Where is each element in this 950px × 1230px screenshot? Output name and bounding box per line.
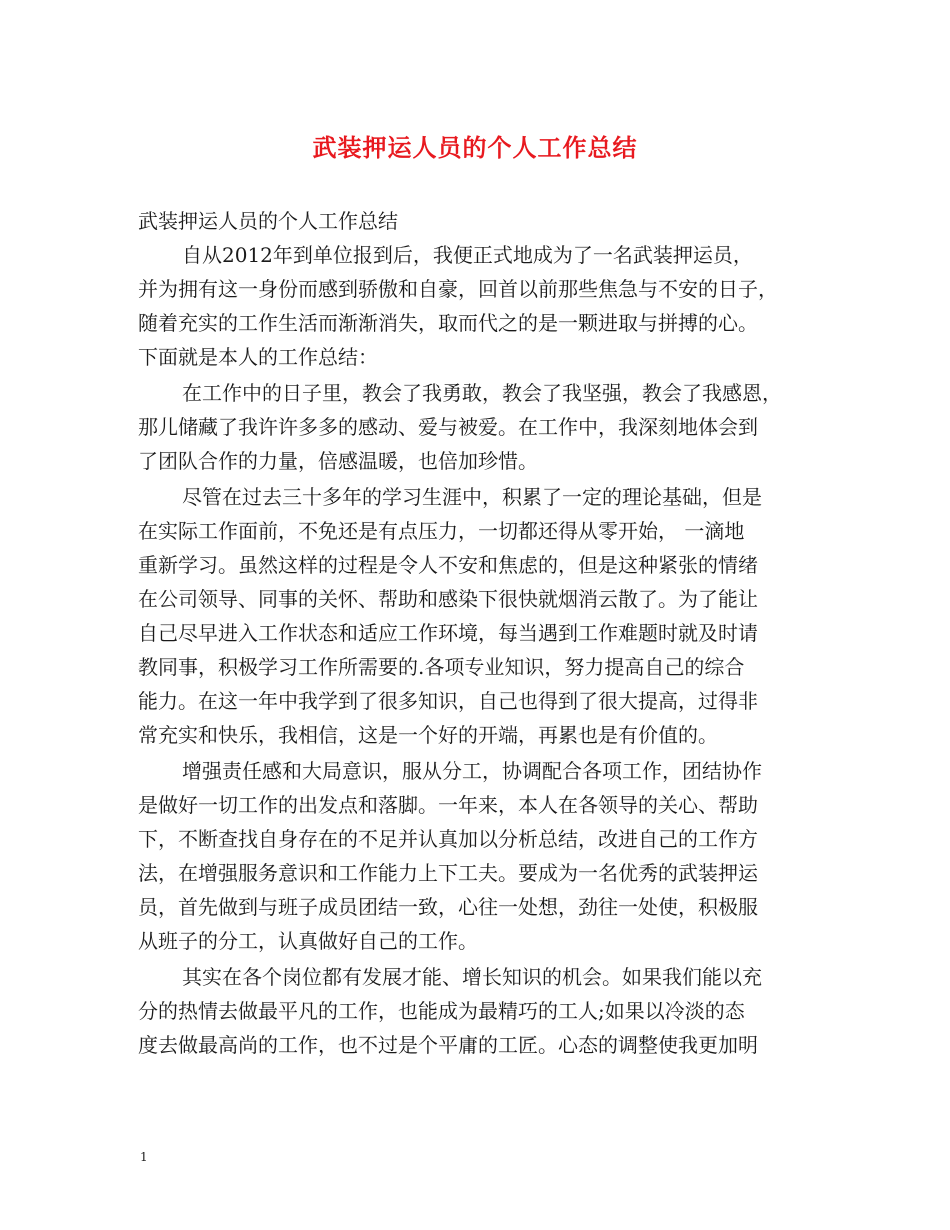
text-line: 随着充实的工作生活而渐渐消失，取而代之的是一颗进取与拼搏的心。 (138, 311, 758, 335)
text-line: 在公司领导、同事的关怀、帮助和感染下很快就烟消云散了。为了能让 (138, 587, 758, 611)
paragraph-2 (138, 376, 818, 478)
text-line: 分的热情去做最平凡的工作，也能成为最精巧的工人;如果以冷淡的态 (138, 999, 745, 1023)
document-title: 武装押运人员的个人工作总结 (312, 133, 638, 162)
text-line: 其实在各个岗位都有发展才能、增长知识的机会。如果我们能以充 (182, 965, 762, 989)
text-line: 重新学习。虽然这样的过程是令人不安和焦虑的，但是这种紧张的情绪 (138, 553, 758, 577)
text-line: 那儿储藏了我许许多多的感动、爱与被爱。在工作中，我深刻地体会到 (138, 415, 758, 439)
text-line: 法，在增强服务意识和工作能力上下工夫。要成为一名优秀的武装押运 (138, 861, 758, 885)
text-line: 教同事，积极学习工作所需要的.各项专业知识，努力提高自己的综合 (138, 655, 745, 679)
text-line: 下，不断查找自身存在的不足并认真加以分析总结，改进自己的工作方 (138, 827, 758, 851)
paragraph-4 (138, 754, 818, 958)
paragraph-3 (138, 480, 818, 752)
paragraph-1 (138, 238, 818, 374)
text-line: 是做好一切工作的出发点和落脚。一年来，本人在各领导的关心、帮助 (138, 793, 758, 817)
document-body (138, 204, 818, 1064)
text-line: 自己尽早进入工作状态和适应工作环境，每当遇到工作难题时就及时请 (138, 621, 758, 645)
text-line: 员，首先做到与班子成员团结一致，心往一处想，劲往一处使，积极服 (138, 895, 758, 919)
text-line: 在工作中的日子里，教会了我勇敢，教会了我坚强，教会了我感恩， (182, 381, 782, 405)
text-line: 了团队合作的力量，倍感温暖，也倍加珍惜。 (138, 449, 538, 473)
text-line: 尽管在过去三十多年的学习生涯中，积累了一定的理论基础，但是 (182, 485, 762, 509)
text-line: 从班子的分工，认真做好自己的工作。 (138, 929, 478, 953)
text-line: 增强责任感和大局意识，服从分工，协调配合各项工作，团结协作 (182, 759, 762, 783)
text-line: 下面就是本人的工作总结： (138, 345, 378, 369)
text-line: 常充实和快乐，我相信，这是一个好的开端，再累也是有价值的。 (138, 723, 718, 747)
text-line: 并为拥有这一身份而感到骄傲和自豪，回首以前那些焦急与不安的日子， (138, 277, 778, 301)
document-subtitle: 武装押运人员的个人工作总结 (138, 209, 398, 233)
page-number: 1 (140, 1150, 148, 1164)
text-line: 在实际工作面前，不免还是有点压力，一切都还得从零开始， 一滴地 (138, 519, 745, 543)
text-line: 度去做最高尚的工作，也不过是个平庸的工匠。心态的调整使我更加明 (138, 1033, 758, 1057)
text-line: 能力。在这一年中我学到了很多知识，自己也得到了很大提高，过得非 (138, 689, 758, 713)
text-line: 自从2012年到单位报到后，我便正式地成为了一名武装押运员， (182, 243, 753, 267)
paragraph-5 (138, 960, 818, 1062)
